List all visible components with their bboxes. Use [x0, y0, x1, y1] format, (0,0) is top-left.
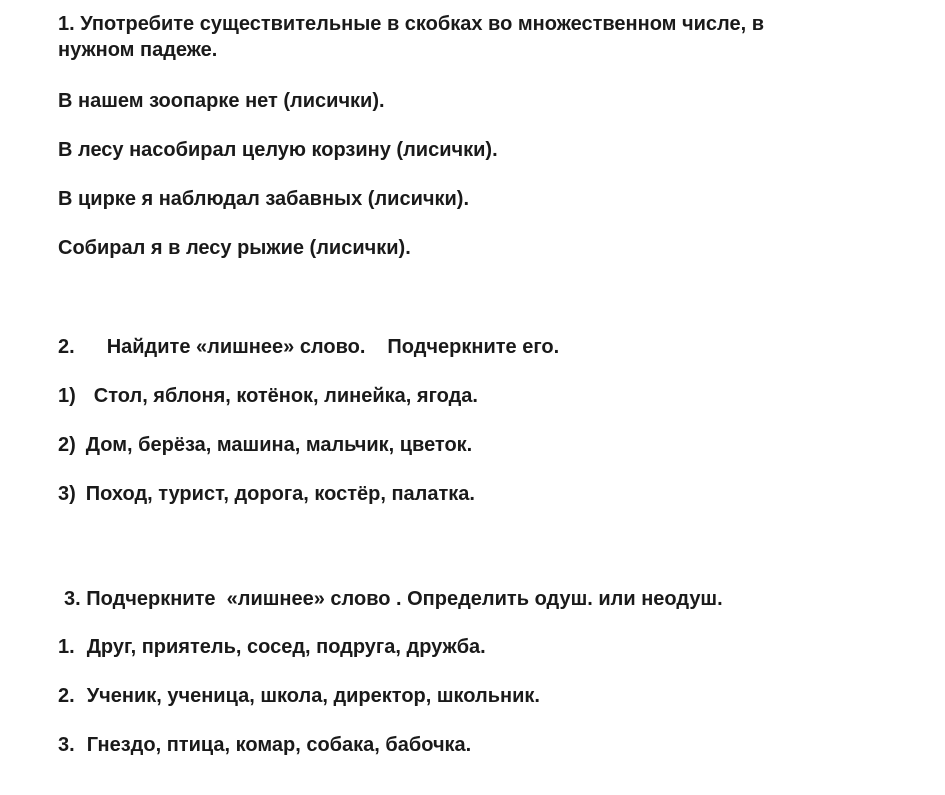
section1-sentence-3: В цирке я наблюдал забавных (лисички). — [58, 188, 470, 210]
section1-sentence-2: В лесу насобирал целую корзину (лисички). — [58, 139, 498, 161]
section2-heading — [58, 335, 559, 359]
section2-item-1 — [58, 384, 478, 408]
section2-item-text: Дом, берёза, машина, мальчик, цветок. — [85, 434, 473, 456]
section3-item-3 — [58, 733, 471, 757]
section1-sentence-1: В нашем зоопарке нет (лисички). — [58, 90, 385, 112]
section2-item-text: Поход, турист, дорога, костёр, палатка. — [85, 483, 475, 505]
section2-heading-tail: Подчеркните его. — [387, 336, 560, 358]
section1-heading-line1: 1. Употребите существительные в скобках во множественном числе, в — [58, 13, 765, 35]
section1-sentence-4: Собирал я в лесу рыжие (лисички). — [58, 237, 411, 259]
section2-item-number: 2) — [58, 434, 76, 456]
section2-item-number: 1) — [58, 385, 76, 407]
section1-heading-line2: нужном падеже. — [58, 39, 218, 61]
section3-item-number: 3. — [58, 734, 75, 756]
section2-number: 2. — [58, 336, 75, 358]
section2-item-text: Стол, яблоня, котёнок, линейка, ягода. — [93, 385, 478, 407]
section3-item-text: Ученик, ученица, школа, директор, школьник. — [86, 685, 540, 707]
section3-item-text: Друг, приятель, сосед, подруга, дружба. — [86, 636, 486, 658]
section3-heading: 3. Подчеркните «лишнее» слово . Определить одуш. или неодуш. — [64, 588, 723, 610]
section2-item-number: 3) — [58, 483, 76, 505]
section3-item-1 — [58, 635, 486, 659]
section2-item-2 — [58, 433, 472, 457]
section3-item-2 — [58, 684, 540, 708]
section2-item-3 — [58, 482, 475, 506]
section3-item-text: Гнездо, птица, комар, собака, бабочка. — [86, 734, 472, 756]
section3-item-number: 2. — [58, 685, 75, 707]
section2-heading-text: Найдите «лишнее» слово. — [106, 336, 366, 358]
section3-item-number: 1. — [58, 636, 75, 658]
